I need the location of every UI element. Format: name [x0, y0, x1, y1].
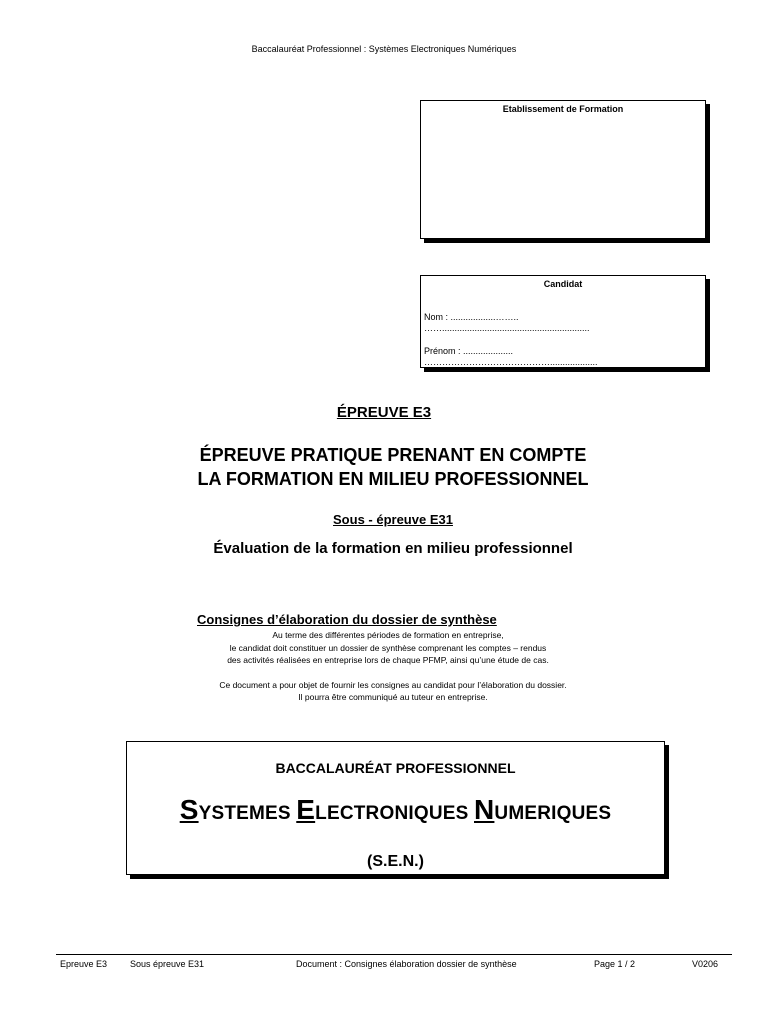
etablissement-title: Etablissement de Formation — [502, 104, 624, 114]
candidat-title: Candidat — [543, 279, 583, 289]
page-header: Baccalauréat Professionnel : Systèmes Electroniques Numériques — [251, 44, 517, 54]
sen-word-2: ELECTRONIQUES — [296, 794, 469, 825]
consignes-title: Consignes d’élaboration du dossier de synthèse — [197, 612, 497, 627]
consigne-line: des activités réalisées en entreprise lors de chaque PFMP, ainsi qu’une étude de cas. — [227, 655, 549, 665]
evaluation-title: Évaluation de la formation en milieu professionnel — [213, 540, 573, 557]
footer-sous-epreuve: Sous épreuve E31 — [130, 959, 205, 969]
candidat-prenom: Prénom : .................... — [424, 346, 514, 356]
candidat-prenom-continuation: ……………………………………................... — [424, 357, 598, 367]
consigne-line: le candidat doit constituer un dossier de synthèse comprenant les comptes – rendus — [229, 643, 547, 653]
consigne-line: Au terme des différentes périodes de formation en entreprise, — [272, 630, 504, 640]
epreuve-title-line2: LA FORMATION EN MILIEU PROFESSIONNEL — [197, 469, 589, 489]
sen-title — [127, 794, 664, 826]
sen-word-3: NUMERIQUES — [474, 794, 612, 825]
epreuve-title-line1: ÉPREUVE PRATIQUE PRENANT EN COMPTE — [199, 445, 587, 465]
footer-page: Page 1 / 2 — [594, 959, 636, 969]
sous-epreuve: Sous - épreuve E31 — [333, 512, 453, 527]
sen-word-1: SYSTEMES — [179, 794, 291, 825]
etablissement-box — [420, 100, 706, 239]
epreuve-label: ÉPREUVE E3 — [336, 404, 432, 421]
consigne-line: Ce document a pour objet de fournir les consignes au candidat pour l’élaboration du dossier. — [219, 680, 567, 690]
candidat-nom: Nom : ..................…….. — [424, 312, 519, 322]
footer-epreuve: Epreuve E3 — [60, 959, 108, 969]
diploma-box — [126, 741, 665, 875]
bac-title: BACCALAURÉAT PROFESSIONNEL — [275, 760, 516, 776]
candidat-box — [420, 275, 706, 368]
consigne-line: Il pourra être communiqué au tuteur en entreprise. — [298, 692, 488, 702]
sen-abbreviation: (S.E.N.) — [367, 853, 424, 870]
candidat-nom-continuation: ……........................................................... — [424, 323, 590, 333]
footer-rule — [56, 954, 732, 955]
footer-document: Document : Consignes élaboration dossier de synthèse — [296, 959, 517, 969]
footer-version: V0206 — [692, 959, 719, 969]
